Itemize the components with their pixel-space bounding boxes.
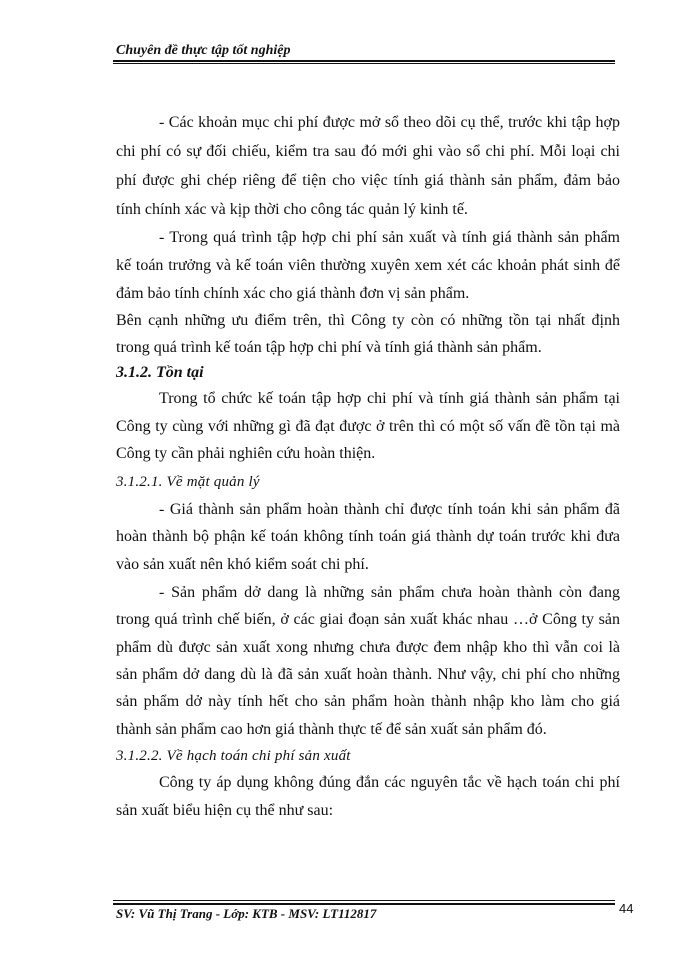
paragraph-line: tính chính xác và kịp thời cho công tác quản lý kinh tế. xyxy=(116,201,468,218)
subsection-heading: 3.1.2.2. Về hạch toán chi phí sản xuất xyxy=(116,748,351,764)
paragraph-line: - Các khoản mục chi phí được mở sổ theo dõi cụ thể, trước khi tập hợp xyxy=(159,114,620,131)
paragraph-line: Công ty áp dụng không đúng đắn các nguyên tắc về hạch toán chi phí xyxy=(159,774,620,791)
paragraph-line: - Giá thành sản phẩm hoàn thành chỉ được tính toán khi sản phẩm đã xyxy=(159,501,620,518)
section-heading: 3.1.2. Tồn tại xyxy=(116,364,204,381)
paragraph-line: sản phẩm dở này tính hết cho sản phẩm hoàn thành nhập kho làm cho giá xyxy=(116,693,620,710)
subsection-heading: 3.1.2.1. Về mặt quản lý xyxy=(116,474,260,490)
paragraph-line: hoàn thành bộ phận kế toán không tính toán giá thành dự toán trước khi đưa xyxy=(116,528,620,545)
paragraph-line: trong quá trình chế biến, ở các giai đoạn sản xuất khác nhau …ở Công ty sản xyxy=(116,611,620,628)
paragraph-line: thành sản phẩm cao hơn giá thành thực tế để sản xuất sản phẩm đó. xyxy=(116,721,547,738)
footer-rule xyxy=(113,903,615,905)
footer-student-info: SV: Vũ Thị Trang - Lớp: KTB - MSV: LT112817 xyxy=(116,906,377,921)
header-title: Chuyên đề thực tập tốt nghiệp xyxy=(116,43,291,58)
paragraph-line: trong quá trình kế toán tập hợp chi phí và tính giá thành sản phẩm. xyxy=(116,339,542,356)
paragraph-line: - Sản phẩm dở dang là những sản phẩm chưa hoàn thành còn đang xyxy=(159,584,620,601)
paragraph-line: sản xuất biểu hiện cụ thể như sau: xyxy=(116,802,334,819)
footer-rule-thin xyxy=(113,900,615,901)
header-rule-thin xyxy=(113,63,615,64)
paragraph-line: vào sản xuất nên khó kiểm soát chi phí. xyxy=(116,556,369,573)
paragraph-line: đảm bảo tính chính xác cho giá thành đơn vị sản phẩm. xyxy=(116,285,470,302)
paragraph-line: chi phí có sự đối chiếu, kiểm tra sau đó mới ghi vào sổ chi phí. Mỗi loại chi xyxy=(116,143,620,160)
page-number: 44 xyxy=(619,901,634,916)
paragraph-line: kế toán trưởng và kế toán viên thường xuyên xem xét các khoản phát sinh để xyxy=(116,257,620,274)
paragraph-line: phí được ghi chép riêng để tiện cho việc tính giá thành sản phẩm, đảm bảo xyxy=(116,172,620,189)
paragraph-line: Công ty cần phải nghiên cứu hoàn thiện. xyxy=(116,445,376,462)
header-rule xyxy=(113,60,615,62)
paragraph-line: phẩm dù được sản xuất xong nhưng chưa được đem nhập kho thì vẫn coi là xyxy=(116,639,620,656)
paragraph-line: Trong tổ chức kế toán tập hợp chi phí và tính giá thành sản phẩm tại xyxy=(159,390,620,407)
paragraph-line: Bên cạnh những ưu điểm trên, thì Công ty còn có những tồn tại nhất định xyxy=(116,312,620,329)
paragraph-line: sản phẩm dở dang dù là đã sản xuất hoàn thành. Như vậy, chi phí cho những xyxy=(116,666,620,683)
paragraph-line: Công ty cùng với những gì đã đạt được ở trên thì có một số vấn đề tồn tại mà xyxy=(116,418,620,435)
paragraph-line: - Trong quá trình tập hợp chi phí sản xuất và tính giá thành sản phẩm xyxy=(159,229,620,246)
